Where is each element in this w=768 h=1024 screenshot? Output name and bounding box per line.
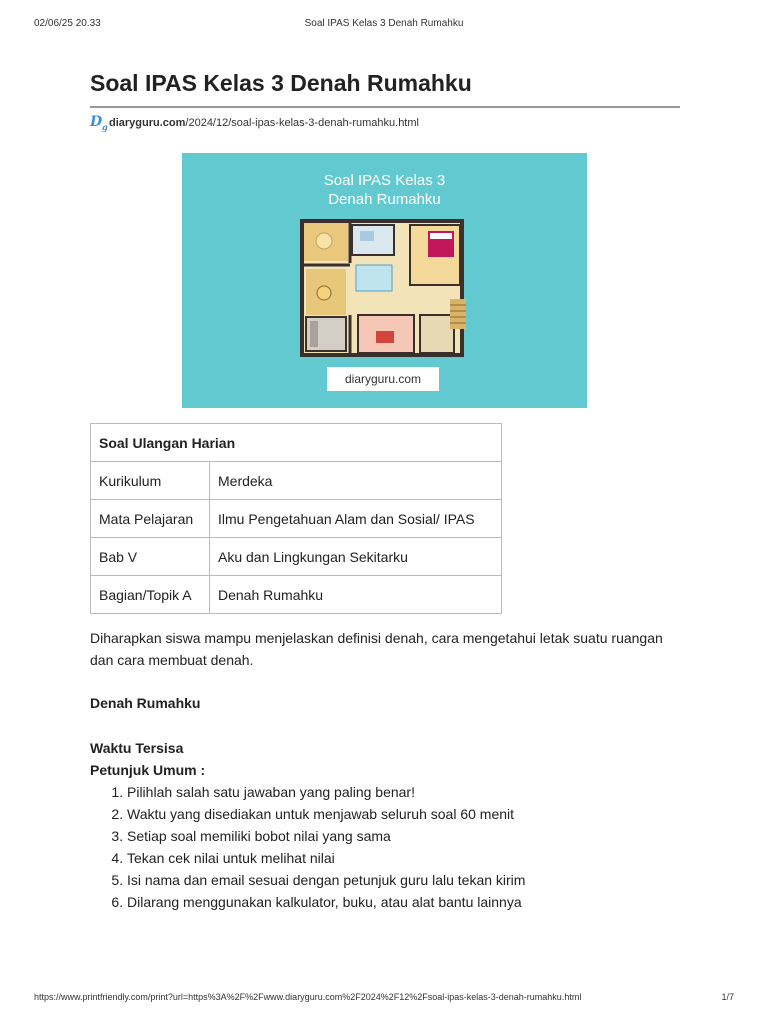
list-item: 2. Waktu yang disediakan untuk menjawab seluruh soal 60 menit	[127, 803, 525, 825]
table-cell-value: Denah Rumahku	[210, 576, 502, 614]
section-denah-heading: Denah Rumahku	[90, 695, 201, 711]
table-cell-key: Kurikulum	[91, 462, 210, 500]
list-item: 3. Setiap soal memiliki bobot nilai yang sama	[127, 825, 525, 847]
table-header: Soal Ulangan Harian	[91, 424, 502, 462]
print-datetime: 02/06/25 20.33	[34, 18, 101, 29]
table-cell-key: Bab V	[91, 538, 210, 576]
table-row	[91, 576, 502, 614]
diaryguru-logo-icon: $D_g$	[90, 114, 108, 132]
print-url: https://www.printfriendly.com/print?url=https%3A%2F%2Fwww.diaryguru.com%2F2024%2F12%2Fsoal-ipas-kelas-3-denah-rumahku.html	[34, 992, 582, 1002]
intro-paragraph: Diharapkan siswa mampu menjelaskan definisi denah, cara mengetahui letak suatu ruangan dan cara membuat denah.	[90, 630, 663, 668]
floor-plan-illustration	[300, 219, 470, 359]
source-line	[90, 114, 680, 132]
hero-title: Soal IPAS Kelas 3 Denah Rumahku	[323, 172, 446, 208]
page-number: 1/7	[721, 992, 734, 1002]
section-waktu-heading: Waktu Tersisa	[90, 740, 184, 756]
table-cell-key: Bagian/Topik A	[91, 576, 210, 614]
source-link[interactable]	[109, 117, 419, 129]
table-cell-key: Mata Pelajaran	[91, 500, 210, 538]
table-row	[91, 500, 502, 538]
list-item: 5. Isi nama dan email sesuai dengan petunjuk guru lalu tekan kirim	[127, 869, 525, 891]
list-item: 6. Dilarang menggunakan kalkulator, buku, atau alat bantu lainnya	[127, 891, 525, 913]
table-row	[91, 462, 502, 500]
table-header-row	[91, 424, 502, 462]
hero-image	[182, 153, 587, 408]
article-title: Soal IPAS Kelas 3 Denah Rumahku	[90, 70, 680, 108]
list-item: 4. Tekan cek nilai untuk melihat nilai	[127, 847, 525, 869]
source-domain: diaryguru.com	[109, 117, 186, 129]
rules-list	[90, 781, 525, 913]
source-path: /2024/12/soal-ipas-kelas-3-denah-rumahku.html	[185, 117, 419, 129]
print-header	[34, 18, 734, 32]
list-item: 1. Pilihlah salah satu jawaban yang paling benar!	[127, 781, 525, 803]
section-petunjuk-heading: Petunjuk Umum :	[90, 762, 206, 778]
table-cell-value: Ilmu Pengetahuan Alam dan Sosial/ IPAS	[210, 500, 502, 538]
table-cell-value: Merdeka	[210, 462, 502, 500]
print-doc-title: Soal IPAS Kelas 3 Denah Rumahku	[304, 18, 464, 29]
info-table	[90, 423, 502, 614]
table-cell-value: Aku dan Lingkungan Sekitarku	[210, 538, 502, 576]
article	[90, 70, 680, 910]
hero-site-badge: diaryguru.com	[327, 367, 439, 391]
print-footer	[34, 992, 734, 1006]
table-row	[91, 538, 502, 576]
